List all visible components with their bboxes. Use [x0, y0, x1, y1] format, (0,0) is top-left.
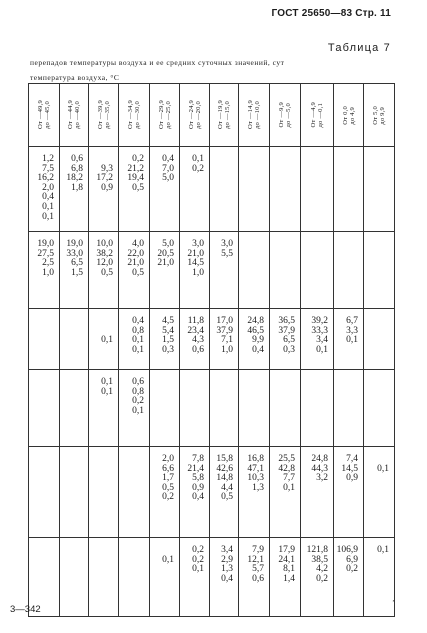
- table-cell: [364, 309, 395, 370]
- column-header: От —39,9 до —35,0: [89, 84, 119, 147]
- table-cell: 0,1: [150, 538, 180, 617]
- table-cell: 25,5 42,8 7,7 0,1: [270, 447, 301, 538]
- table-cell: 24,8 46,5 9,9 0,4: [239, 309, 270, 370]
- table-cell: [180, 370, 210, 447]
- table-cell: [270, 147, 301, 232]
- table-cell: 3,4 2,9 1,3 0,4: [210, 538, 239, 617]
- table-cell: 36,5 37,9 6,5 0,3: [270, 309, 301, 370]
- table-cell: 17,9 24,1 8,1 1,4: [270, 538, 301, 617]
- table-cell: [60, 538, 89, 617]
- table-cell: [150, 370, 180, 447]
- table-cell: 0,1: [364, 447, 395, 538]
- table-cell: [364, 232, 395, 309]
- caption-line-1: перепадов температуры воздуха и ее средних суточных значений, сут: [30, 58, 285, 67]
- table-cell: 4,5 5,4 1,5 0,3: [150, 309, 180, 370]
- table-cell: 6,7 3,3 0,1: [334, 309, 364, 370]
- table-cell: [270, 370, 301, 447]
- table-cell: [60, 447, 89, 538]
- table-cell: 2,0 6,6 1,7 0,5 0,2: [150, 447, 180, 538]
- column-header: От —14,9 до —10,0: [239, 84, 270, 147]
- table-cell: 0,1: [89, 309, 119, 370]
- table-cell: [334, 232, 364, 309]
- caption-line-2: температура воздуха, °С: [30, 73, 120, 82]
- table-row: [29, 538, 395, 617]
- table-cell: 0,1: [364, 538, 395, 617]
- table-cell: 0,2 21,2 19,4 0,5: [119, 147, 150, 232]
- table-cell: [301, 232, 334, 309]
- page-number: 3—342: [10, 604, 41, 615]
- table-cell: 1,2 7,5 16,2 2,0 0,4 0,1 0,1: [29, 147, 60, 232]
- table-cell: 0,4 0,8 0,1 0,1: [119, 309, 150, 370]
- table-cell: 11,8 23,4 4,3 0,6: [180, 309, 210, 370]
- table-cell: [210, 370, 239, 447]
- table-cell: 7,8 21,4 5,8 0,9 0,4: [180, 447, 210, 538]
- table-cell: 7,4 14,5 0,9: [334, 447, 364, 538]
- table-cell: 0,1 0,2: [180, 147, 210, 232]
- table-row: [29, 447, 395, 538]
- table-cell: [364, 370, 395, 447]
- table-cell: 9,3 17,2 0,9: [89, 147, 119, 232]
- column-header: От —34,9 до —30,0: [119, 84, 150, 147]
- header-row: [29, 84, 395, 147]
- column-header: От —9,9 до —5,0: [270, 84, 301, 147]
- table-cell: [301, 370, 334, 447]
- table-cell: [334, 370, 364, 447]
- table-cell: 4,0 22,0 21,0 0,5: [119, 232, 150, 309]
- table-cell: 0,1 0,1: [89, 370, 119, 447]
- column-header: От 0,0 до 4,9: [334, 84, 364, 147]
- table-cell: 0,6 0,8 0,2 0,1: [119, 370, 150, 447]
- table-caption: [28, 58, 394, 82]
- column-header: От 5,0 до 9,9: [364, 84, 395, 147]
- table-row: [29, 232, 395, 309]
- table-cell: 0,4 7,0 5,0: [150, 147, 180, 232]
- table-cell: [364, 147, 395, 232]
- table-cell: 24,8 44,3 3,2: [301, 447, 334, 538]
- table-cell: 121,8 38,5 4,2 0,2: [301, 538, 334, 617]
- table-row: [29, 309, 395, 370]
- table-cell: [239, 232, 270, 309]
- table-cell: 10,0 38,2 12,0 0,5: [89, 232, 119, 309]
- table-cell: [29, 370, 60, 447]
- table-cell: [29, 447, 60, 538]
- table-cell: [119, 447, 150, 538]
- table-cell: 19,0 33,0 6,5 1,5: [60, 232, 89, 309]
- table-cell: [334, 147, 364, 232]
- column-header: От —24,9 до —20,0: [180, 84, 210, 147]
- table-cell: 106,9 6,9 0,2: [334, 538, 364, 617]
- column-header: От —29,9 до —25,0: [150, 84, 180, 147]
- table-cell: 0,6 6,8 18,2 1,8: [60, 147, 89, 232]
- column-header: От —44,9 до —40,0: [60, 84, 89, 147]
- table-row: [29, 147, 395, 232]
- table-cell: 0,2 0,2 0,1: [180, 538, 210, 617]
- table-cell: [29, 309, 60, 370]
- table-cell: 7,9 12,1 5,7 0,6: [239, 538, 270, 617]
- table-cell: [60, 309, 89, 370]
- table-cell: [60, 370, 89, 447]
- table-title: Таблица 7: [327, 42, 391, 54]
- table-cell: [301, 147, 334, 232]
- table-cell: 17,0 37,9 7,1 1,0: [210, 309, 239, 370]
- table-cell: [89, 538, 119, 617]
- table-cell: 3,0 5,5: [210, 232, 239, 309]
- table-cell: 19,0 27,5 2,5 1,0: [29, 232, 60, 309]
- table-cell: 3,0 21,0 14,5 1,0: [180, 232, 210, 309]
- table-cell: [210, 147, 239, 232]
- data-table: [28, 83, 395, 617]
- table-cell: [89, 447, 119, 538]
- table-cell: 15,8 42,6 14,8 4,4 0,5: [210, 447, 239, 538]
- table-cell: 16,8 47,1 10,3 1,3: [239, 447, 270, 538]
- table-cell: [270, 232, 301, 309]
- table-row: [29, 370, 395, 447]
- column-header: От —19,9 до —15,0: [210, 84, 239, 147]
- table-cell: [239, 370, 270, 447]
- table-cell: 39,2 33,3 3,4 0,1: [301, 309, 334, 370]
- column-header: От —49,9 до —45,0: [29, 84, 60, 147]
- table-cell: 5,0 20,5 21,0: [150, 232, 180, 309]
- page-header: ГОСТ 25650—83 Стр. 11: [271, 8, 391, 19]
- table-cell: [239, 147, 270, 232]
- stray-mark: ‚: [392, 594, 395, 603]
- table-cell: [119, 538, 150, 617]
- column-header: От —4,9 до —0,1: [301, 84, 334, 147]
